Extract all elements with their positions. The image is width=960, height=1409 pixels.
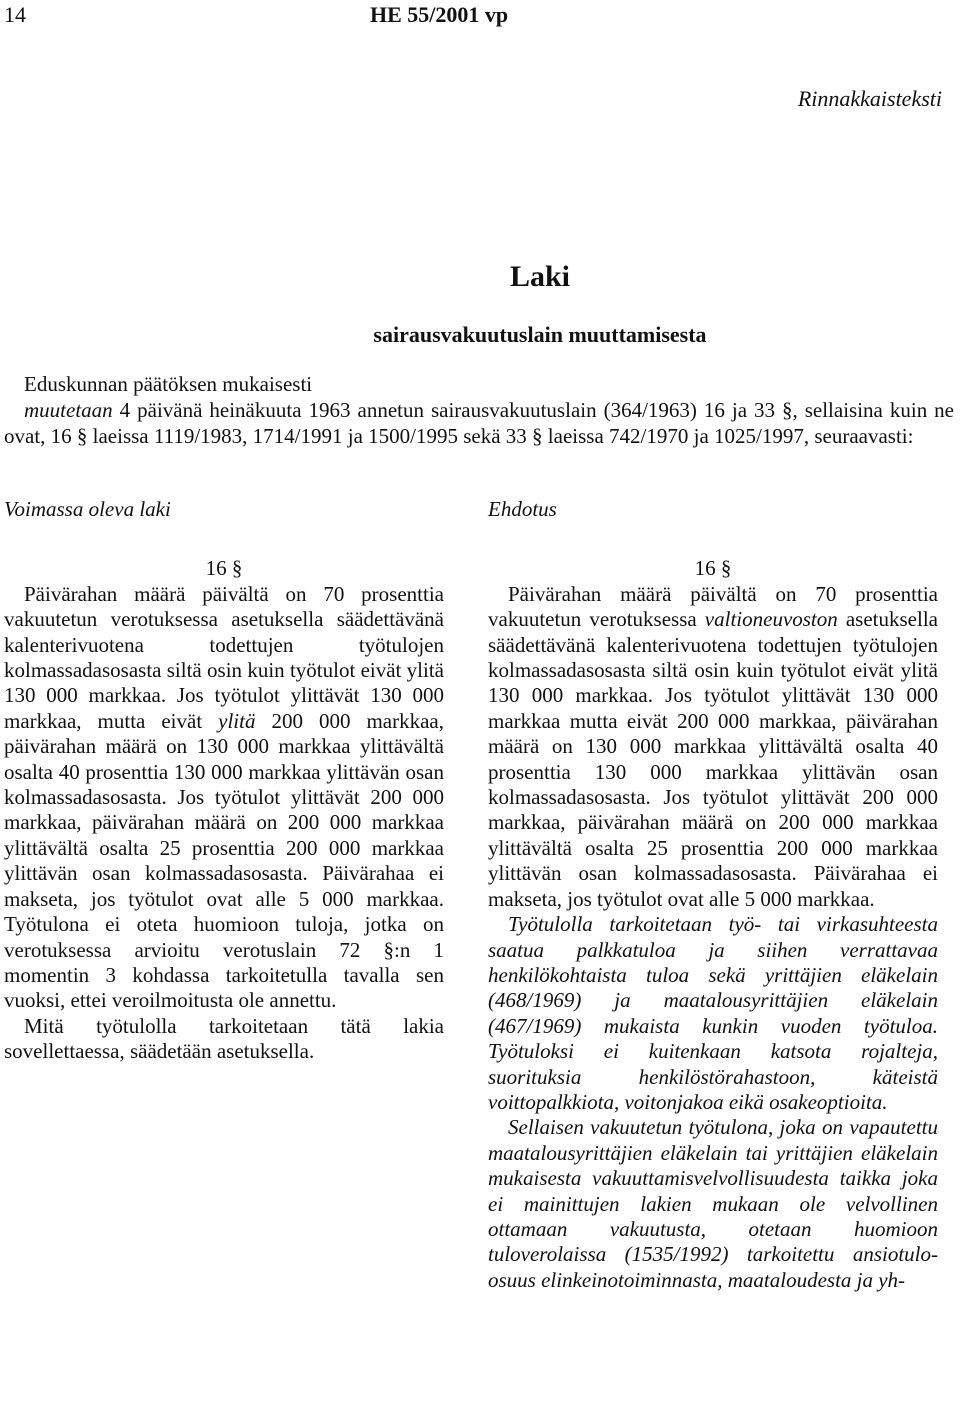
paragraph-1: [4, 582, 444, 1014]
paragraph-2: Mitä työtulolla tarkoitetaan tätä lakia sovellettaessa, säädetään asetuksella.: [4, 1013, 444, 1064]
law-title: Laki: [509, 260, 571, 293]
paragraph-1-text-a: Päivärahan määrä päivältä on 70 prosenttia vakuutetun verotuksessa: [488, 581, 938, 632]
intro-lead: Eduskunnan päätöksen mukaisesti: [24, 372, 313, 396]
proposal-column: [488, 497, 938, 1293]
paragraph-1: [488, 582, 938, 912]
paragraph-1-emphasis: ylitä: [218, 708, 256, 733]
proposal-heading: Ehdotus: [488, 497, 557, 521]
intro-text: 4 päivänä heinäkuuta 1963 annetun sairausvakuutuslain (364/1963) 16 ja 33 §, sellaisina kuin ne ovat, 16 § laeissa 1119/1983, 1714/1991 ja 1500/1995 sekä 33 § laeissa 742/1970 ja 1025/1997, seuraavasti:: [4, 397, 954, 448]
paragraph-1-text-b: 200 000 markkaa, päivärahan määrä on 130 000 markkaa ylittävältä osalta 40 prosenttia 130 000 markkaa ylittävän osan kolmassadasosasta. Jos työtulot ylittävät 200 000 markkaa, päivärahan määrä on 200 000 markkaa ylittävältä osalta 25 prosenttia 200 000 markkaa ylittävän osan kolmassadasosasta. Päivärahaa ei makseta, jos työtulot ovat alle 5 000 markkaa. Työtulona ei oteta huomioon tuloja, jotka on verotuksessa arvioitu verotuslain 72 §:n 1 momentin 3 kohdassa tarkoitetulla tavalla sen vuoksi, ettei veroilmoitusta ole annettu.: [4, 708, 444, 1013]
document-type-label: Rinnakkaisteksti: [797, 86, 942, 111]
intro-verb: muutetaan: [24, 397, 113, 422]
intro-block: [4, 372, 954, 449]
current-law-column: [4, 497, 444, 1065]
page-number: 14: [4, 2, 26, 27]
intro-body: [4, 398, 954, 450]
document-id: HE 55/2001 vp: [370, 2, 509, 27]
section-number: 16 §: [205, 556, 243, 581]
paragraph-1-emphasis: valtioneuvoston: [704, 607, 838, 632]
paragraph-1-text-a: Päivärahan määrä päivältä on 70 prosenttia vakuutetun verotuksessa asetuksella säädettävänä kalenterivuotena todettujen työtulojen kolmassadasosasta siltä osin kuin työtulot eivät ylitä 130 000 markkaa. Jos työtulot ylittävät 130 000 markkaa, mutta eivät: [4, 581, 444, 733]
paragraph-2: Työtulolla tarkoitetaan työ- tai virkasuhteesta saatua palkkatuloa ja siihen verrattavaa henkilökohtaista tuloa sekä yrittäjien eläkelain (468/1969) ja maatalousyrittäjien eläkelain (467/1969) mukaista kunkin vuoden työtuloa. Työtuloksi ei kuitenkaan katsota rojalteja, suorituksia henkilöstörahastoon, käteistä voittopalkkiota, voitonjakoa eikä osakeoptioita.: [488, 912, 938, 1114]
current-law-heading: Voimassa oleva laki: [4, 497, 171, 521]
section-number: 16 §: [694, 556, 732, 581]
law-subtitle: sairausvakuutuslain muuttamisesta: [373, 322, 707, 347]
paragraph-3: Sellaisen vakuutetun työtulona, joka on vapautettu maatalousyrittäjien eläkelain tai yrittäjien eläkelain mukaisesta vakuuttamisvelvollisuudesta taikka joka ei mainittujen lakien mukaan ole velvollinen ottamaan vakuutusta, otetaan huomioon tuloverolaissa (1535/1992) tarkoitettu ansiotulo-osuus elinkeinotoiminnasta, maataloudesta ja yh-: [488, 1115, 938, 1292]
paragraph-1-text-b: asetuksella säädettävänä kalenterivuotena todettujen työtulojen kolmassadasosasta siltä osin kuin työtulot eivät ylitä 130 000 markkaa. Jos työtulot ylittävät 130 000 markkaa mutta eivät 200 000 markkaa, päivärahan määrä on 130 000 markkaa ylittävältä osalta 40 prosenttia 130 000 markkaa ylittävän osan kolmassadasosasta. Jos työtulot ylittävät 200 000 markkaa, päivärahan määrä on 200 000 markkaa ylittävältä osalta 25 prosenttia 200 000 markkaa ylittävän osan kolmassadasosasta. Päivärahaa ei makseta, jos työtulot ovat alle 5 000 markkaa.: [488, 607, 938, 911]
